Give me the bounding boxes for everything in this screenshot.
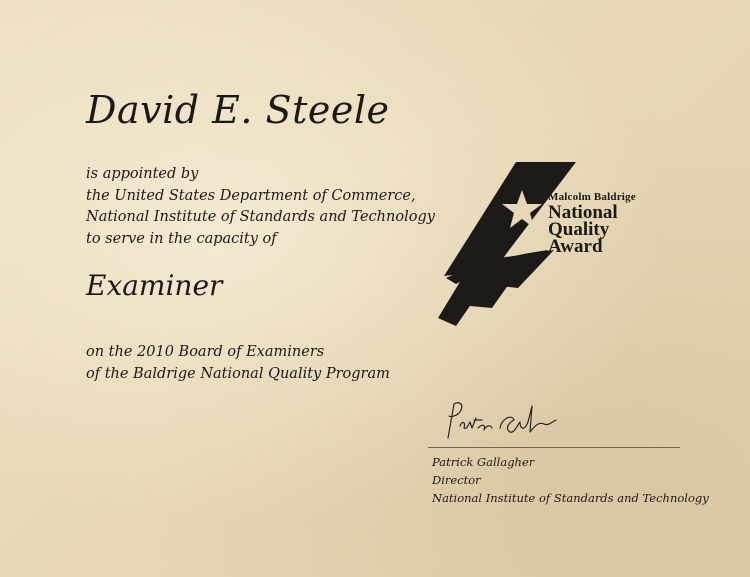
appointment-line: to serve in the capacity of (86, 230, 277, 247)
appointment-text (86, 164, 435, 250)
logo-line-quality: Quality (548, 219, 610, 240)
appointment-line: the United States Department of Commerce, (86, 187, 416, 204)
recipient-name: David E. Steele (86, 88, 390, 132)
role-title: Examiner (86, 269, 223, 302)
signatory-name: Patrick Gallagher (432, 455, 535, 469)
appointment-line: National Institute of Standards and Technology (86, 209, 435, 225)
handwritten-signature (440, 398, 560, 446)
signatory-organization: National Institute of Standards and Technology (432, 491, 709, 505)
board-line: of the Baldrige National Quality Program (86, 365, 390, 382)
logo-line-malcolm: Malcolm Baldrige (548, 191, 636, 203)
logo-wordmark (548, 191, 636, 255)
signatory-title: Director (432, 473, 481, 487)
logo-line-national: National (548, 202, 618, 223)
board-text (86, 342, 390, 385)
logo-line-award: Award (548, 236, 603, 257)
appointment-line: is appointed by (86, 166, 199, 182)
signatory-block (432, 453, 709, 507)
signature-line (428, 447, 680, 448)
board-line: on the 2010 Board of Examiners (86, 344, 325, 360)
